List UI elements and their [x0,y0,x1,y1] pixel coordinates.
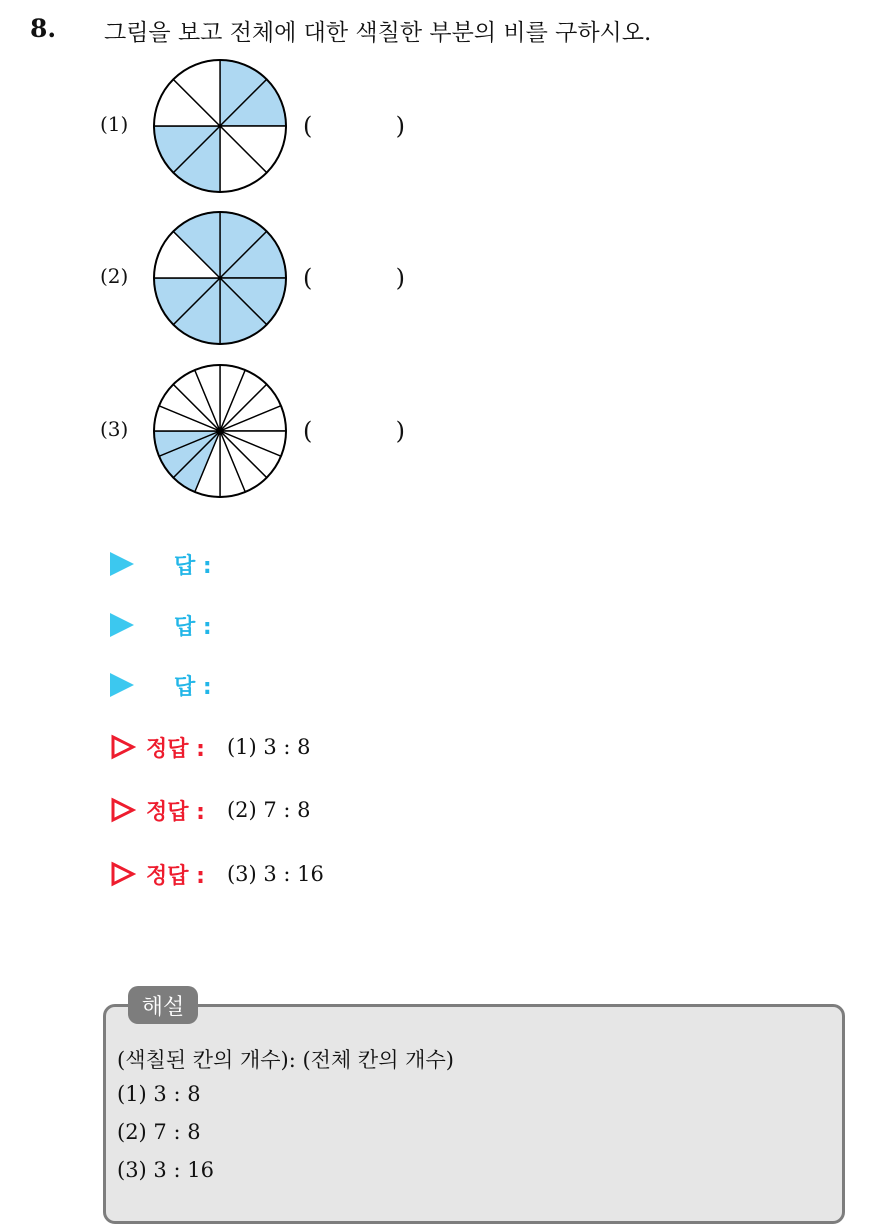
answer-row-2 [110,607,212,643]
paren-close: ) [395,112,405,140]
pie-diagram-1 [152,58,288,194]
outline-arrow-icon [110,797,136,823]
answer-row-3 [110,667,212,703]
play-arrow-icon [110,613,134,637]
correct-row-1 [110,729,311,765]
explanation-line-1: (색칠된 칸의 개수): (전체 칸의 개수) [117,1048,454,1072]
correct-row-3 [110,856,324,892]
outline-arrow-icon [110,861,136,887]
answer-label: 답 : [174,614,212,640]
answer-label: 답 : [174,553,212,579]
answer-blank-3 [303,417,405,445]
paren-open: ( [303,264,313,292]
correct-value: (2) 7 : 8 [226,798,311,822]
paren-close: ) [395,417,405,445]
paren-open: ( [303,417,313,445]
answer-label: 답 : [174,674,212,700]
explanation-box [103,1004,845,1224]
paren-open: ( [303,112,313,140]
correct-value: (1) 3 : 8 [226,735,311,759]
explanation-line-3: (2) 7 : 8 [117,1120,201,1144]
answer-blank-2 [303,264,405,292]
outline-arrow-icon [110,734,136,760]
correct-value: (3) 3 : 16 [226,862,324,886]
explanation-line-4: (3) 3 : 16 [117,1158,214,1182]
question-text: 그림을 보고 전체에 대한 색칠한 부분의 비를 구하시오. [104,20,652,46]
pie-diagram-2 [152,210,288,346]
correct-label: 정답 : [146,863,205,889]
item-label-2: (2) [100,264,129,288]
play-arrow-icon [110,673,134,697]
correct-row-2 [110,792,311,828]
answer-row-1 [110,546,212,582]
item-label-3: (3) [100,417,129,441]
question-number: 8. [30,14,57,43]
answer-blank-1 [303,112,405,140]
explanation-line-2: (1) 3 : 8 [117,1082,201,1106]
paren-close: ) [395,264,405,292]
pie-diagram-3 [152,363,288,499]
play-arrow-icon [110,552,134,576]
correct-label: 정답 : [146,736,205,762]
item-label-1: (1) [100,112,129,136]
explanation-tab: 해설 [128,986,198,1024]
correct-label: 정답 : [146,799,205,825]
